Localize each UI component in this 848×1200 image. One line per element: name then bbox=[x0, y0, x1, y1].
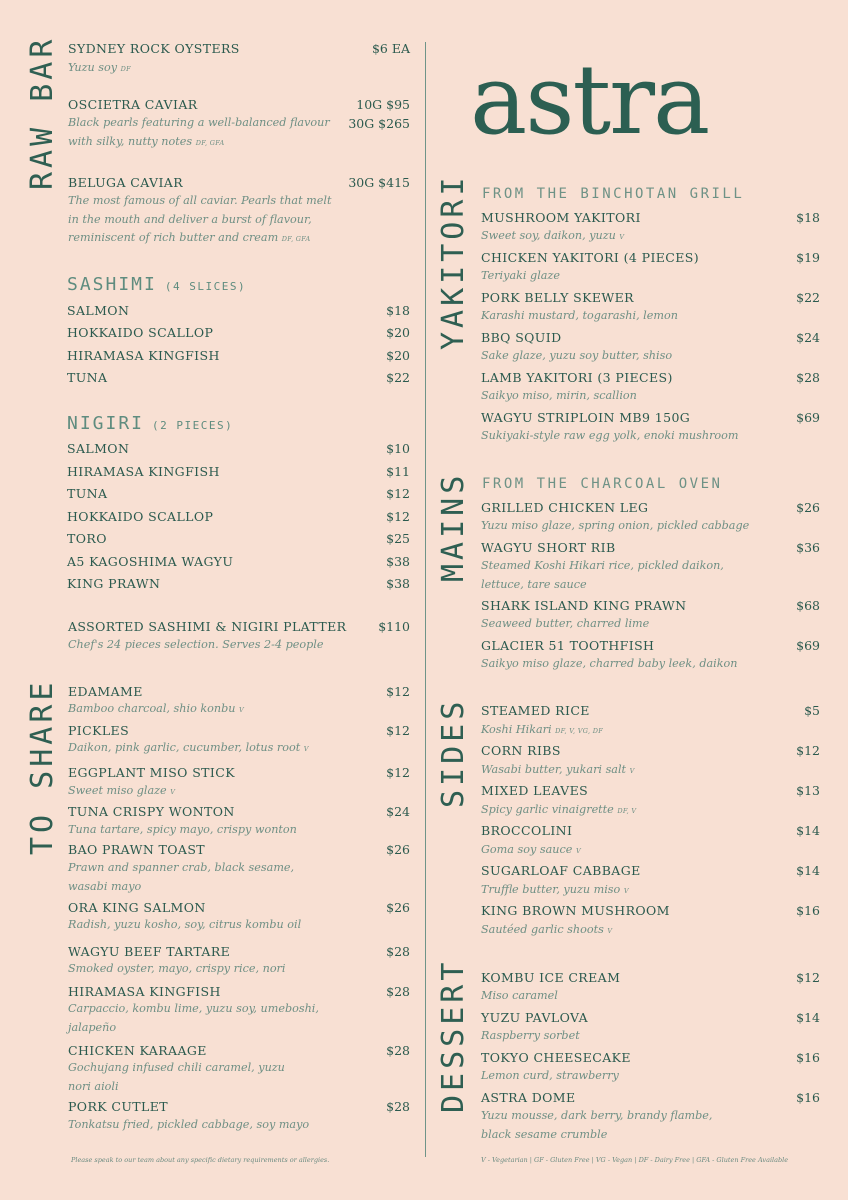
menu-item-name: HIRAMASA KINGFISH bbox=[67, 348, 220, 363]
desc-text: Goma soy sauce bbox=[481, 843, 573, 856]
menu-item-price: $12 bbox=[386, 509, 410, 524]
menu-item-price: $12 bbox=[386, 765, 410, 780]
menu-item-name: GRILLED CHICKEN LEG bbox=[481, 500, 649, 515]
astra-logo: astra bbox=[470, 44, 709, 156]
menu-item-name: TORO bbox=[67, 531, 107, 546]
column-divider bbox=[425, 42, 426, 1157]
desc-text: Sautéed garlic shoots bbox=[481, 923, 604, 936]
menu-item-name: SALMON bbox=[67, 303, 130, 318]
dietary-tag: DF, V, VG, DF bbox=[555, 727, 604, 735]
menu-item-name: SHARK ISLAND KING PRAWN bbox=[481, 598, 687, 613]
menu-item-description bbox=[68, 700, 388, 720]
menu-item-price: $28 bbox=[386, 944, 410, 959]
dietary-tag: DF, GFA bbox=[195, 138, 225, 147]
menu-item-price: $19 bbox=[796, 250, 820, 265]
menu-item-name: PICKLES bbox=[68, 723, 130, 738]
menu-item-description bbox=[481, 721, 801, 741]
menu-item-name: KING PRAWN bbox=[67, 576, 161, 591]
menu-item-name: LAMB YAKITORI (3 PIECES) bbox=[481, 370, 673, 385]
menu-item-name: SYDNEY ROCK OYSTERS bbox=[68, 41, 240, 56]
menu-item-price: $16 bbox=[796, 903, 820, 918]
desc-text: Truffle butter, yuzu miso bbox=[481, 883, 621, 896]
dietary-tag: V bbox=[623, 887, 629, 895]
menu-item-price: 30G $415 bbox=[348, 175, 410, 190]
menu-item-name: MIXED LEAVES bbox=[481, 783, 589, 798]
dietary-tag: V bbox=[607, 927, 613, 935]
menu-item-price: $69 bbox=[796, 410, 820, 425]
menu-item-price: $12 bbox=[796, 970, 820, 985]
menu-item-price-secondary: 30G $265 bbox=[348, 116, 410, 131]
menu-item-description: Raspberry sorbet bbox=[481, 1029, 580, 1042]
menu-item-name: CHICKEN YAKITORI (4 PIECES) bbox=[481, 250, 700, 265]
menu-item-price: $28 bbox=[796, 370, 820, 385]
menu-item-price: $24 bbox=[386, 804, 410, 819]
dessert-section-title: DESSERT bbox=[436, 958, 471, 1113]
desc-text: Yuzu soy bbox=[68, 61, 118, 74]
desc-text: Koshi Hikari bbox=[481, 723, 552, 736]
desc-text: Sweet miso glaze bbox=[68, 784, 167, 797]
menu-item-name: CORN RIBS bbox=[481, 743, 561, 758]
menu-item-price: $20 bbox=[386, 325, 410, 340]
menu-item-price: $26 bbox=[386, 842, 410, 857]
dietary-requirements-note: Please speak to our team about any specific dietary requirements or allergies. bbox=[71, 1156, 330, 1164]
menu-item-price: $16 bbox=[796, 1090, 820, 1105]
menu-item-name: PORK CUTLET bbox=[68, 1099, 168, 1114]
menu-item-price: $10 bbox=[386, 441, 410, 456]
dietary-tag: V bbox=[303, 745, 309, 753]
menu-item-name: MUSHROOM YAKITORI bbox=[481, 210, 641, 225]
menu-item-name: WAGYU STRIPLOIN MB9 150G bbox=[481, 410, 691, 425]
menu-item-description: Chef's 24 pieces selection. Serves 2-4 people bbox=[68, 638, 324, 651]
menu-item-price: $20 bbox=[386, 348, 410, 363]
desc-text: Sweet soy, daikon, yuzu bbox=[481, 229, 616, 242]
to-share-section-title: TO SHARE bbox=[25, 678, 60, 855]
menu-item-description: Radish, yuzu kosho, soy, citrus kombu oil bbox=[68, 918, 302, 931]
menu-item-description bbox=[481, 841, 801, 861]
menu-item-price: $25 bbox=[386, 531, 410, 546]
menu-item-name: TUNA bbox=[67, 370, 108, 385]
menu-item-description: Sake glaze, yuzu soy butter, shiso bbox=[481, 349, 673, 362]
menu-item-price: 10G $95 bbox=[356, 97, 410, 112]
menu-item-name: TUNA CRISPY WONTON bbox=[68, 804, 235, 819]
menu-item-description bbox=[481, 921, 801, 941]
menu-item-price: $13 bbox=[796, 783, 820, 798]
desc-text: Wasabi butter, yukari salt bbox=[481, 763, 627, 776]
menu-item-price: $6 EA bbox=[371, 41, 410, 56]
menu-item-description: Steamed Koshi Hikari rice, pickled daikon, lettuce, tare sauce bbox=[481, 559, 724, 591]
menu-item-description: Gochujang infused chili caramel, yuzu nori aioli bbox=[68, 1061, 285, 1093]
menu-item-name: CHICKEN KARAAGE bbox=[68, 1043, 207, 1058]
nigiri-heading bbox=[67, 413, 233, 434]
dietary-tag: DF, V bbox=[617, 807, 637, 815]
menu-item-description bbox=[481, 881, 801, 901]
menu-item-price: $22 bbox=[796, 290, 820, 305]
dietary-tag: DF bbox=[120, 65, 131, 73]
menu-item-description bbox=[481, 761, 801, 781]
menu-item-price: $69 bbox=[796, 638, 820, 653]
menu-item-price: $36 bbox=[796, 540, 820, 555]
menu-item-description: Prawn and spanner crab, black sesame, wasabi mayo bbox=[68, 861, 295, 893]
dietary-tag: V bbox=[629, 767, 635, 775]
menu-item-name: STEAMED RICE bbox=[481, 703, 590, 718]
menu-item-description: Seaweed butter, charred lime bbox=[481, 617, 650, 630]
menu-item-description bbox=[68, 739, 388, 759]
menu-item-name: ASSORTED SASHIMI & NIGIRI PLATTER bbox=[68, 619, 347, 634]
menu-item-price: $22 bbox=[386, 370, 410, 385]
menu-item-name: BBQ SQUID bbox=[481, 330, 562, 345]
menu-item-price: $12 bbox=[386, 684, 410, 699]
menu-item-price: $14 bbox=[796, 863, 820, 878]
nigiri-note: (2 PIECES) bbox=[152, 419, 234, 432]
menu-item-description: Yuzu mousse, dark berry, brandy flambe, black sesame crumble bbox=[481, 1109, 713, 1141]
menu-item-description: Tonkatsu fried, pickled cabbage, soy mayo bbox=[68, 1118, 310, 1131]
menu-item-price: $38 bbox=[386, 554, 410, 569]
desc-text: Black pearls featuring a well-balanced flavour with silky, nutty notes bbox=[68, 116, 330, 148]
menu-item-price: $12 bbox=[796, 743, 820, 758]
menu-item-name: BROCCOLINI bbox=[481, 823, 573, 838]
menu-item-name: GLACIER 51 TOOTHFISH bbox=[481, 638, 655, 653]
dietary-tag: DF, GFA bbox=[281, 235, 311, 243]
menu-item-price: $16 bbox=[796, 1050, 820, 1065]
menu-item-description: Lemon curd, strawberry bbox=[481, 1069, 619, 1082]
menu-item-name: SUGARLOAF CABBAGE bbox=[481, 863, 641, 878]
menu-item-name: SALMON bbox=[67, 441, 130, 456]
mains-section-title: MAINS bbox=[436, 471, 471, 582]
sashimi-heading bbox=[67, 274, 246, 295]
menu-item-price: $28 bbox=[386, 1099, 410, 1114]
menu-item-name: BAO PRAWN TOAST bbox=[68, 842, 206, 857]
menu-item-name: BELUGA CAVIAR bbox=[68, 175, 184, 190]
menu-item-price: $18 bbox=[386, 303, 410, 318]
menu-item-name: HIRAMASA KINGFISH bbox=[67, 464, 220, 479]
menu-item-price: $38 bbox=[386, 576, 410, 591]
menu-item-description: Miso caramel bbox=[481, 989, 558, 1002]
menu-item-name: HOKKAIDO SCALLOP bbox=[67, 509, 214, 524]
menu-item-description bbox=[68, 114, 358, 152]
sashimi-title: SASHIMI bbox=[67, 274, 157, 295]
menu-item-description bbox=[68, 782, 388, 802]
menu-item-description: Saikyo miso, mirin, scallion bbox=[481, 389, 637, 402]
desc-text: Spicy garlic vinaigrette bbox=[481, 803, 614, 816]
menu-item-name: HIRAMASA KINGFISH bbox=[68, 984, 221, 999]
menu-item-price: $11 bbox=[386, 464, 410, 479]
menu-item-name: A5 KAGOSHIMA WAGYU bbox=[67, 554, 234, 569]
menu-item-description: Teriyaki glaze bbox=[481, 269, 560, 282]
dietary-tag: V bbox=[575, 847, 581, 855]
sashimi-note: (4 SLICES) bbox=[164, 280, 247, 293]
menu-item-name: OSCIETRA CAVIAR bbox=[68, 97, 198, 112]
menu-item-price: $14 bbox=[796, 823, 820, 838]
menu-item-price: $12 bbox=[386, 723, 410, 738]
desc-text: Daikon, pink garlic, cucumber, lotus root bbox=[68, 741, 301, 754]
desc-text: Bamboo charcoal, shio konbu bbox=[68, 702, 236, 715]
menu-item-price: $24 bbox=[796, 330, 820, 345]
menu-item-description: Sukiyaki-style raw egg yolk, enoki mushroom bbox=[481, 429, 739, 442]
menu-item-description: Tuna tartare, spicy mayo, crispy wonton bbox=[68, 823, 297, 836]
menu-item-name: EGGPLANT MISO STICK bbox=[68, 765, 235, 780]
nigiri-title: NIGIRI bbox=[67, 413, 145, 434]
dietary-legend: V - Vegetarian | GF - Gluten Free | VG - Vegan | DF - Dairy Free | GFA - Gluten Free Available bbox=[481, 1156, 789, 1164]
menu-item-name: EDAMAME bbox=[68, 684, 143, 699]
menu-item-description: Carpaccio, kombu lime, yuzu soy, umeboshi, jalapeño bbox=[68, 1002, 319, 1034]
grill-heading: FROM THE BINCHOTAN GRILL bbox=[482, 186, 745, 202]
dietary-tag: V bbox=[619, 233, 625, 241]
menu-item-name: KOMBU ICE CREAM bbox=[481, 970, 621, 985]
menu-item-name: TOKYO CHEESECAKE bbox=[481, 1050, 631, 1065]
menu-item-description: Smoked oyster, mayo, crispy rice, nori bbox=[68, 962, 286, 975]
sides-section-title: SIDES bbox=[436, 697, 471, 808]
menu-item-name: ASTRA DOME bbox=[481, 1090, 576, 1105]
menu-item-price: $18 bbox=[796, 210, 820, 225]
menu-item-price: $5 bbox=[804, 703, 820, 718]
menu-item-price: $26 bbox=[386, 900, 410, 915]
menu-item-name: HOKKAIDO SCALLOP bbox=[67, 325, 214, 340]
menu-item-price: $68 bbox=[796, 598, 820, 613]
menu-item-price: $28 bbox=[386, 1043, 410, 1058]
menu-item-description bbox=[68, 59, 398, 79]
oven-heading: FROM THE CHARCOAL OVEN bbox=[482, 476, 723, 492]
menu-item-name: WAGYU BEEF TARTARE bbox=[68, 944, 231, 959]
menu-item-name: KING BROWN MUSHROOM bbox=[481, 903, 670, 918]
raw-bar-section-title: RAW BAR bbox=[25, 35, 60, 190]
menu-item-name: ORA KING SALMON bbox=[68, 900, 206, 915]
menu-item-price: $12 bbox=[386, 486, 410, 501]
menu-item-price: $26 bbox=[796, 500, 820, 515]
menu-item-description: Yuzu miso glaze, spring onion, pickled cabbage bbox=[481, 519, 750, 532]
menu-item-price: $28 bbox=[386, 984, 410, 999]
menu-item-description bbox=[68, 192, 368, 249]
menu-item-name: TUNA bbox=[67, 486, 108, 501]
menu-item-description bbox=[481, 227, 801, 247]
menu-item-description: Saikyo miso glaze, charred baby leek, daikon bbox=[481, 657, 738, 670]
menu-item-description: Karashi mustard, togarashi, lemon bbox=[481, 309, 678, 322]
dietary-tag: V bbox=[170, 788, 176, 796]
yakitori-section-title: YAKITORI bbox=[436, 173, 471, 350]
menu-item-name: WAGYU SHORT RIB bbox=[481, 540, 616, 555]
menu-item-price: $14 bbox=[796, 1010, 820, 1025]
menu-item-name: YUZU PAVLOVA bbox=[481, 1010, 589, 1025]
desc-text: The most famous of all caviar. Pearls that melt in the mouth and deliver a burst of flavour, reminiscent of rich butter and cream bbox=[68, 194, 332, 244]
menu-item-name: PORK BELLY SKEWER bbox=[481, 290, 634, 305]
menu-item-description bbox=[481, 801, 801, 821]
dietary-tag: V bbox=[239, 706, 245, 714]
menu-item-price: $110 bbox=[378, 619, 410, 634]
